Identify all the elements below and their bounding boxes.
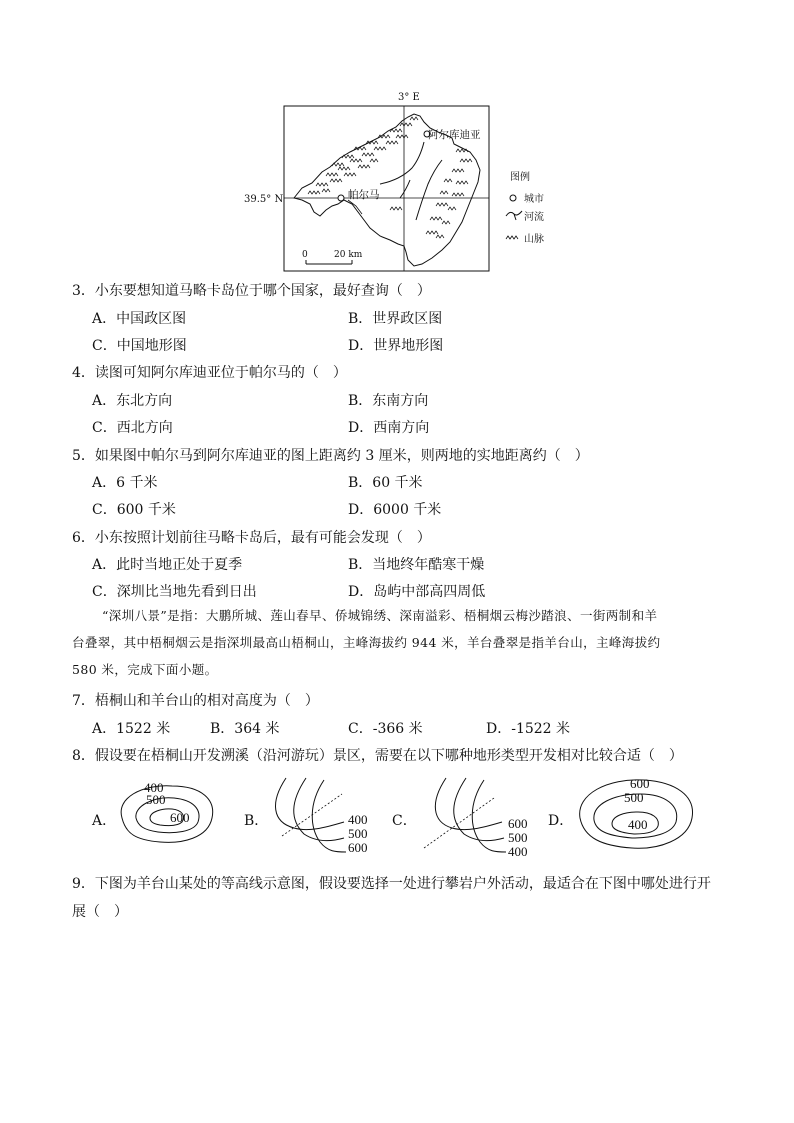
svg-text:600: 600 bbox=[170, 810, 190, 825]
question-5-option-a[interactable]: A．6 千米 bbox=[92, 475, 158, 491]
svg-text:500: 500 bbox=[508, 830, 528, 845]
question-4-option-a[interactable]: A．东北方向 bbox=[92, 393, 173, 409]
mallorca-map bbox=[230, 88, 560, 274]
latitude-label: 39.5° N bbox=[244, 194, 284, 205]
question-4-stem: 4．读图可知阿尔库迪亚位于帕尔马的（ ） bbox=[72, 365, 347, 381]
question-7-stem: 7．梧桐山和羊台山的相对高度为（ ） bbox=[72, 693, 319, 709]
question-5-option-b[interactable]: B．60 千米 bbox=[348, 475, 423, 491]
question-5-option-c[interactable]: C．600 千米 bbox=[92, 502, 176, 518]
question-4-option-b[interactable]: B．东南方向 bbox=[348, 393, 429, 409]
svg-text:600: 600 bbox=[508, 816, 528, 831]
passage-line-3: 580 米，完成下面小题。 bbox=[72, 662, 218, 677]
question-3-option-a[interactable]: A．中国政区图 bbox=[92, 311, 187, 327]
passage-line-1: “深圳八景”是指：大鹏所城、莲山春早、侨城锦绣、深南溢彩、梧桐烟云梅沙踏浪、一街两制和羊 bbox=[102, 608, 658, 623]
question-8-option-a-letter[interactable]: A． bbox=[92, 813, 117, 829]
question-3-stem: 3．小东要想知道马略卡岛位于哪个国家，最好查询（ ） bbox=[72, 283, 431, 299]
question-8-option-d-letter[interactable]: D． bbox=[548, 813, 574, 829]
question-7-option-a[interactable]: A．1522 米 bbox=[92, 721, 171, 737]
question-6-option-c[interactable]: C．深圳比当地先看到日出 bbox=[92, 584, 257, 600]
river-2 bbox=[416, 160, 442, 220]
svg-text:500: 500 bbox=[146, 792, 166, 807]
svg-text:400: 400 bbox=[348, 812, 368, 827]
map-legend bbox=[506, 170, 544, 245]
svg-text:400: 400 bbox=[628, 817, 648, 832]
contour-map-b[interactable] bbox=[264, 772, 384, 858]
question-7-option-d[interactable]: D．-1522 米 bbox=[486, 721, 571, 737]
svg-text:600: 600 bbox=[348, 840, 368, 855]
question-6-stem: 6．小东按照计划前往马略卡岛后，最有可能会发现（ ） bbox=[72, 530, 431, 546]
question-6-option-a[interactable]: A．此时当地正处于夏季 bbox=[92, 557, 243, 573]
contour-map-c[interactable] bbox=[412, 772, 542, 860]
svg-text:400: 400 bbox=[508, 844, 528, 859]
svg-text:500: 500 bbox=[624, 790, 644, 805]
question-9-stem-line-2: 展（ ） bbox=[72, 904, 128, 920]
svg-text:500: 500 bbox=[348, 826, 368, 841]
question-4-option-d[interactable]: D．西南方向 bbox=[348, 420, 430, 436]
question-5-option-d[interactable]: D．6000 千米 bbox=[348, 502, 442, 518]
river-3 bbox=[400, 180, 410, 198]
question-5-stem: 5．如果图中帕尔马到阿尔库迪亚的图上距离约 3 厘米，则两地的实地距离约（ ） bbox=[72, 448, 589, 464]
svg-text:城市: 城市 bbox=[524, 194, 544, 205]
svg-text:河流: 河流 bbox=[524, 212, 544, 223]
question-8-option-c-letter[interactable]: C． bbox=[392, 813, 417, 829]
question-6-option-b[interactable]: B．当地终年酷寒干燥 bbox=[348, 557, 485, 573]
svg-text:图例: 图例 bbox=[510, 172, 530, 183]
question-7-option-b[interactable]: B．364 米 bbox=[210, 721, 280, 737]
svg-text:20 km: 20 km bbox=[334, 250, 363, 260]
question-8-stem: 8．假设要在梧桐山开发溯溪（沿河游玩）景区，需要在以下哪种地形类型开发相对比较合适（ ） bbox=[72, 748, 683, 764]
question-3-option-c[interactable]: C．中国地形图 bbox=[92, 338, 187, 354]
passage-line-2: 台叠翠，其中梧桐烟云是指深圳最高山梧桐山，主峰海拔约 944 米，羊台叠翠是指羊台山，主峰海拔约 bbox=[72, 635, 661, 650]
svg-text:400: 400 bbox=[144, 780, 164, 795]
question-6-option-d[interactable]: D．岛屿中部高四周低 bbox=[348, 584, 486, 600]
question-7-option-c[interactable]: C．-366 米 bbox=[348, 721, 423, 737]
mountain-range-nw bbox=[308, 117, 418, 194]
svg-text:0: 0 bbox=[302, 250, 308, 260]
scale-bar bbox=[302, 250, 363, 264]
question-3-option-b[interactable]: B．世界政区图 bbox=[348, 311, 443, 327]
city-palma-label: 帕尔马 bbox=[348, 189, 380, 201]
question-4-option-c[interactable]: C．西北方向 bbox=[92, 420, 173, 436]
question-8-option-b-letter[interactable]: B． bbox=[244, 813, 269, 829]
city-alcudia-label: 阿尔库迪亚 bbox=[428, 129, 481, 141]
city-palma-marker bbox=[338, 195, 344, 201]
contour-map-a[interactable] bbox=[112, 778, 222, 850]
mountain-range-east bbox=[390, 149, 472, 238]
question-3-option-d[interactable]: D．世界地形图 bbox=[348, 338, 444, 354]
contour-map-d[interactable] bbox=[572, 772, 704, 856]
longitude-label: 3° E bbox=[398, 92, 420, 103]
question-9-stem-line-1: 9．下图为羊台山某处的等高线示意图，假设要选择一处进行攀岩户外活动，最适合在下图中哪处进行开 bbox=[72, 876, 711, 892]
river-1 bbox=[380, 142, 424, 184]
svg-text:山脉: 山脉 bbox=[524, 234, 544, 245]
svg-text:600: 600 bbox=[630, 776, 650, 791]
